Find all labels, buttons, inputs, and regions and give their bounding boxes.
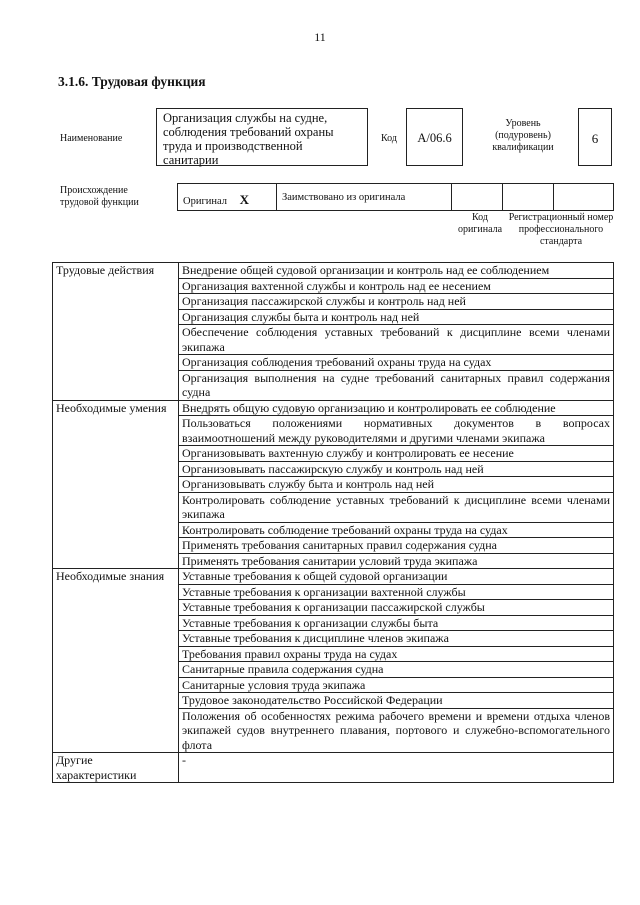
borrowed-cell: Заимствовано из оригинала bbox=[276, 183, 452, 211]
section-item: Применять требования санитарных правил содержания судна bbox=[179, 538, 614, 554]
level-label: Уровень (подуровень) квалификации bbox=[492, 118, 554, 153]
section-item: Контролировать соблюдение требований охраны труда на судах bbox=[179, 522, 614, 538]
section-item: Уставные требования к организации вахтенной службы bbox=[179, 584, 614, 600]
section-item: Обеспечение соблюдения уставных требований к дисциплине всеми членами экипажа bbox=[179, 325, 614, 355]
section-item: Уставные требования к организации службы быта bbox=[179, 615, 614, 631]
section-item: Уставные требования к организации пассажирской службы bbox=[179, 600, 614, 616]
section-title: 3.1.6. Трудовая функция bbox=[58, 74, 206, 89]
original-mark: X bbox=[239, 192, 250, 207]
function-name-box: Организация службы на судне, соблюдения требований охраны труда и производственной санитарии bbox=[156, 108, 368, 166]
table-row bbox=[53, 263, 614, 279]
section-header: Необходимые знания bbox=[53, 569, 179, 753]
section-item: Применять требования санитарии условий труда экипажа bbox=[179, 553, 614, 569]
section-item: Внедрять общую судовую организацию и контролировать ее соблюдение bbox=[179, 400, 614, 416]
page-number: 11 bbox=[314, 30, 326, 44]
section-item: Внедрение общей судовой организации и контроль над ее соблюдением bbox=[179, 263, 614, 279]
section-item: Организация соблюдения требований охраны труда на судах bbox=[179, 355, 614, 371]
section-header: Необходимые умения bbox=[53, 400, 179, 569]
section-item: Организация пассажирской службы и контроль над ней bbox=[179, 294, 614, 310]
level-box: 6 bbox=[578, 108, 612, 166]
section-item: Организация службы быта и контроль над ней bbox=[179, 309, 614, 325]
section-item: Уставные требования к дисциплине членов экипажа bbox=[179, 631, 614, 647]
original-cell bbox=[177, 183, 277, 211]
section-item: Положения об особенностях режима рабочего времени и времени отдыха членов экипажей судов внутреннего плавания, портового и служебно-вспомогательного флота bbox=[179, 708, 614, 753]
function-table bbox=[52, 262, 614, 783]
section-item: Организация вахтенной службы и контроль над ее несением bbox=[179, 278, 614, 294]
section-item: Организовывать службу быта и контроль над ней bbox=[179, 477, 614, 493]
name-label: Наименование bbox=[60, 133, 123, 144]
original-label: Оригинал bbox=[183, 196, 227, 207]
section-item: Организация выполнения на судне требований санитарных правил содержания судна bbox=[179, 370, 614, 400]
borrowed-check-cell bbox=[451, 183, 503, 211]
section-item: Уставные требования к общей судовой организации bbox=[179, 569, 614, 585]
section-item: - bbox=[179, 753, 614, 783]
section-item: Организовывать вахтенную службу и контролировать ее несение bbox=[179, 446, 614, 462]
section-item: Трудовое законодательство Российской Федерации bbox=[179, 693, 614, 709]
table-row bbox=[53, 400, 614, 416]
section-item: Требования правил охраны труда на судах bbox=[179, 646, 614, 662]
section-item: Пользоваться положениями нормативных документов в вопросах взаимоотношений между руководителями и другими членами экипажа bbox=[179, 416, 614, 446]
table-row bbox=[53, 753, 614, 783]
section-item: Контролировать соблюдение уставных требований к дисциплине всеми членами экипажа bbox=[179, 492, 614, 522]
code-original-label: Код оригинала bbox=[457, 212, 503, 235]
reg-number-cell bbox=[553, 183, 614, 211]
code-label: Код bbox=[381, 133, 397, 144]
section-header: Трудовые действия bbox=[53, 263, 179, 401]
origin-label: Происхождение трудовой функции bbox=[60, 185, 139, 208]
section-item: Санитарные правила содержания судна bbox=[179, 662, 614, 678]
code-box: A/06.6 bbox=[406, 108, 463, 166]
reg-number-label: Регистрационный номер профессионального стандарта bbox=[508, 212, 614, 247]
table-row bbox=[53, 569, 614, 585]
origin-row bbox=[177, 183, 614, 211]
section-header: Другие характеристики bbox=[53, 753, 179, 783]
section-item: Организовывать пассажирскую службу и контроль над ней bbox=[179, 461, 614, 477]
code-original-cell bbox=[502, 183, 554, 211]
section-item: Санитарные условия труда экипажа bbox=[179, 677, 614, 693]
